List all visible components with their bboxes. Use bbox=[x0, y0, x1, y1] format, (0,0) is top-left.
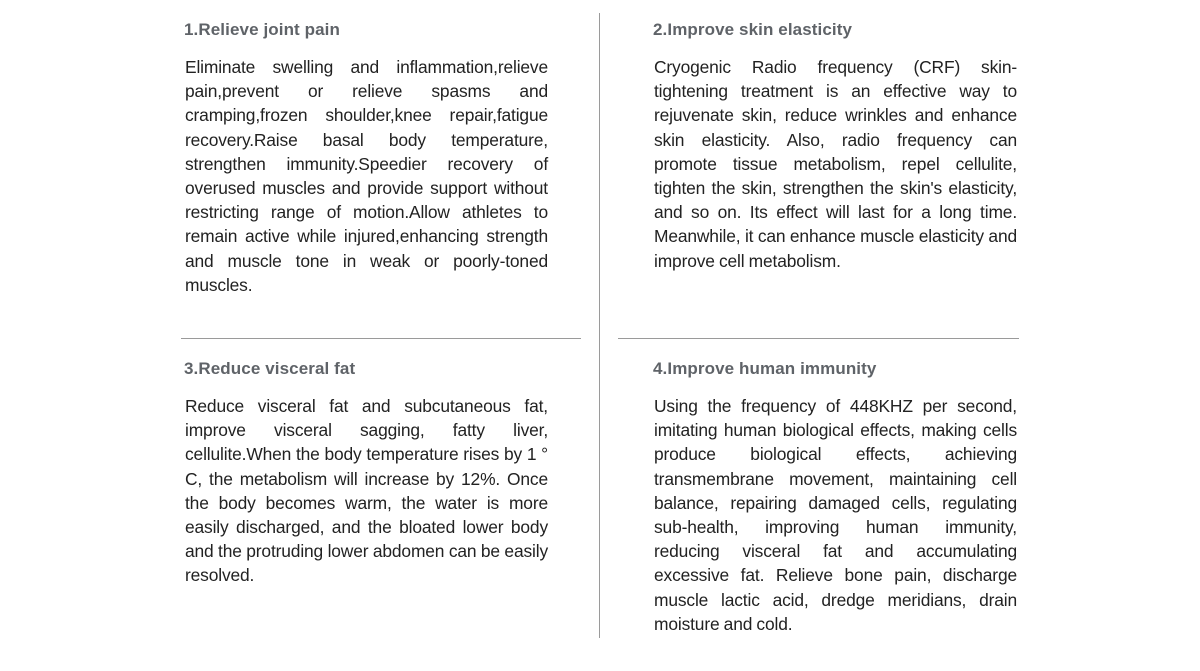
section-body: Using the frequency of 448KHZ per second, imitating human biological effects, making cells produce biological effects, achieving transmembrane movement, maintaining cell balance, repairing damaged cells, regulating sub-health, improving human immunity, reducing visceral fat and accumulating excessive fat. Relieve bone pain, discharge muscle lactic acid, dredge meridians, drain moisture and cold. bbox=[654, 396, 1017, 634]
section-body: Cryogenic Radio frequency (CRF) skin-tightening treatment is an effective way to rejuvenate skin, reduce wrinkles and enhance skin elasticity. Also, radio frequency can promote tissue metabolism, repel cellulite, tighten the skin, strengthen the skin's elasticity, and so on. Its effect will last for a long time. Meanwhile, it can enhance muscle elasticity and improve cell metabolism. bbox=[654, 57, 1017, 271]
section-body: Eliminate swelling and inflammation,relieve pain,prevent or relieve spasms and cramping,frozen shoulder,knee repair,fatigue recovery.Raise basal body temperature, strengthen immunity.Speedier recovery of overused muscles and provide support without restricting range of motion.Allow athletes to remain active while injured,enhancing strength and muscle tone in weak or poorly-toned muscles. bbox=[185, 57, 548, 295]
section-improve-human-immunity bbox=[654, 357, 1017, 636]
section-heading: 4.Improve human immunity bbox=[653, 359, 877, 378]
section-heading: 2.Improve skin elasticity bbox=[653, 20, 853, 39]
horizontal-divider-right bbox=[618, 338, 1019, 339]
section-body: Reduce visceral fat and subcutaneous fat, improve visceral sagging, fatty liver, cellulite.When the body temperature rises by 1 ° C, the metabolism will increase by 12%. Once the body becomes warm, the water is more easily discharged, and the bloated lower body and the protruding lower abdomen can be easily resolved. bbox=[185, 396, 548, 586]
section-heading: 3.Reduce visceral fat bbox=[184, 359, 356, 378]
horizontal-divider-left bbox=[181, 338, 581, 339]
section-relieve-joint-pain bbox=[185, 18, 548, 297]
section-heading: 1.Relieve joint pain bbox=[184, 20, 340, 39]
section-improve-skin-elasticity bbox=[654, 18, 1017, 273]
vertical-divider bbox=[599, 13, 600, 638]
section-reduce-visceral-fat bbox=[185, 357, 548, 588]
